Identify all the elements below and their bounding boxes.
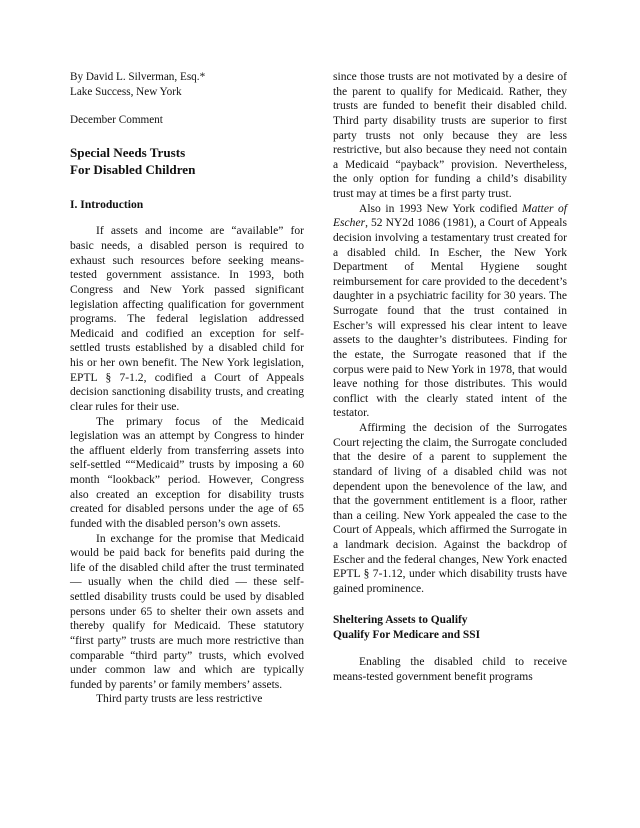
page-title-line-2: For Disabled Children (70, 161, 196, 177)
paragraph-final: Enabling the disabled child to receive means-tested government benefit programs (333, 655, 567, 683)
kicker: December Comment (70, 114, 163, 127)
byline-location: Lake Success, New York (70, 85, 182, 98)
escher-citation-italic-1: Matter (522, 202, 554, 215)
paragraph-escher (333, 202, 567, 421)
paragraph: Third party trusts are less restrictive (96, 693, 263, 706)
subheading-line-1: Sheltering Assets to Qualify (333, 613, 468, 626)
escher-text-pre: Also in 1993 New York codified (359, 202, 523, 215)
paragraph: The primary focus of the Medicaid legislation was an attempt by Congress to hinder the affluent elderly from transferring assets into self-settled ““Medicaid” trusts by imposing a 60 month “lookback” period. However, Congress also created an exception for disability trusts created for disabled persons under the age of 65 funded with the disabled person’s own assets. (70, 415, 304, 530)
subheading-line-2: Qualify For Medicare and SSI (333, 628, 481, 641)
byline-author: By David L. Silverman, Esq.* (70, 71, 206, 83)
subheading-sheltering-assets (333, 613, 567, 643)
paragraph-affirming: Affirming the decision of the Surrogates Court rejecting the claim, the Surrogate concluded that the desire of a parent to supplement the standard of living of a disabled child was not dependent upon the benevolence of the law, and that the government entitlement is a floor, rather than a ceiling. New York appealed the case to the Court of Appeals, which affirmed the Surrogate in a landmark decision. Against the backdrop of Escher and the federal changes, New York enacted EPTL § 7-1.12, under which disability trusts have gained prominence. (333, 422, 567, 595)
page-title-line-1: Special Needs Trusts (70, 144, 186, 160)
left-column (70, 70, 304, 707)
escher-text-post: , 52 NY2d 1086 (1981), a Court of Appeals decision involving a testamentary trust created for a disabled child. In Escher, the New York Department of Mental Hygiene sought reimbursement for care provided to the decedent’s daughter in a psychiatric facility for 30 years. The Surrogate found that the trust contained in Escher’s will expressed his clear intent to leave assets to the daughter’s distributees. Finding for the estate, the Surrogate reasoned that if the corpus were paid to New York in 1978, that would leave nothing for those distributes. This would conflict with the clearly stated intent of the testator. (333, 217, 567, 420)
paragraph: In exchange for the promise that Medicaid would be paid back for benefits paid during the life of the disabled child after the trust terminated — usually when the child died — these self-settled disability trusts could be used by disabled persons under 65 to shelter their own assets and thereby qualify for Medicaid. These statutory “first party” trusts are much more restrictive than comparable “third party” trusts, which evolved under common law and which are typically funded by parents’ or family members’ assets. (70, 532, 304, 691)
section-heading-introduction: I. Introduction (70, 198, 144, 212)
page-title (70, 145, 304, 179)
byline (70, 70, 304, 99)
escher-citation-italic-2: of Escher (333, 202, 567, 230)
paragraph: If assets and income are “available” for basic needs, a disabled person is required to exhaust such resources before seeking means-tested government assistance. In 1993, both Congress and New York passed significant legislation affecting qualification for government programs. The federal legislation addressed Medicaid and codified an exception for self-settled trusts established by a disabled child for his or her own benefit. The New York legislation, EPTL § 7-1.2, codified a Court of Appeals decision sanctioning disability trusts, and creating clear rules for their use. (70, 225, 304, 413)
right-column (333, 70, 567, 684)
two-column-layout (70, 70, 580, 780)
paragraph-continued: since those trusts are not motivated by a desire of the parent to qualify for Medicaid. Rather, they trusts are funded to benefit their disabled child. Third party disability trusts are superior to first party trusts not only because they are less restrictive, but also because they need not contain a Medicaid “payback” provision. Nevertheless, the only option for funding a child’s disability trust may at times be a first party trust. (333, 71, 567, 200)
